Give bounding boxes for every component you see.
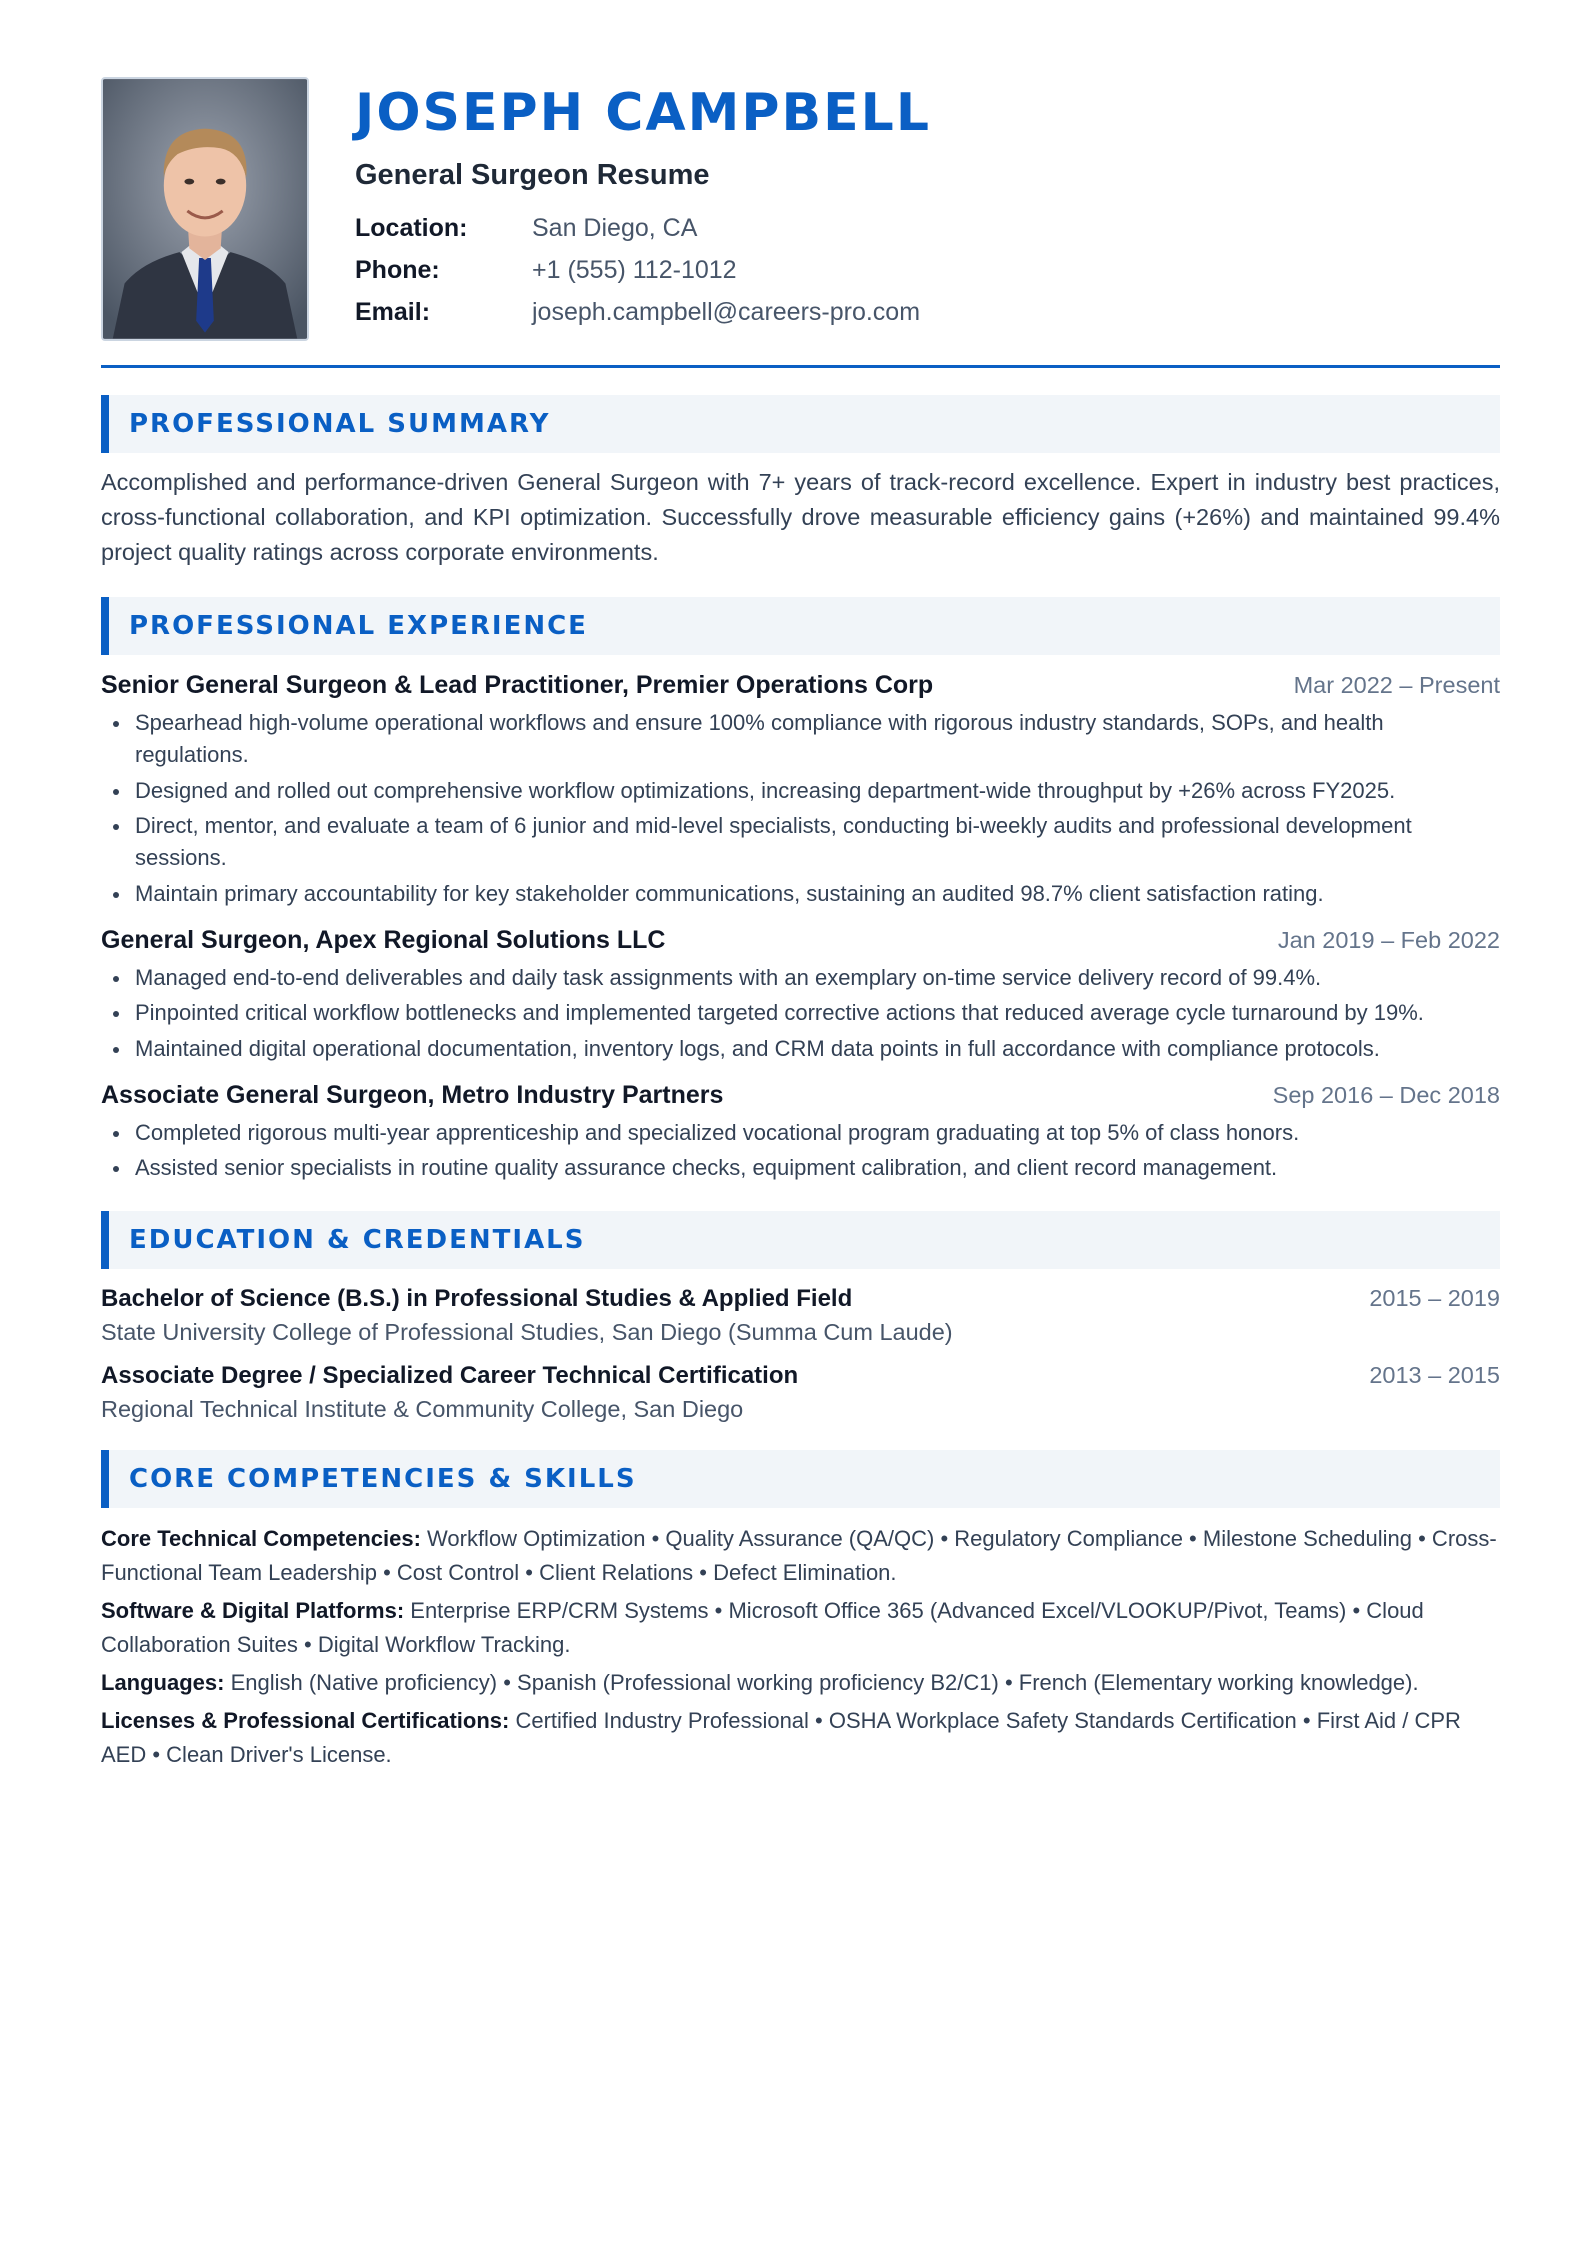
job-header	[101, 671, 1500, 700]
section-title: EDUCATION & CREDENTIALS	[129, 1225, 586, 1255]
header-info	[355, 77, 931, 333]
section-header-summary	[101, 395, 1500, 453]
education-entry	[101, 1362, 1500, 1423]
job-dates: Sep 2016 – Dec 2018	[1272, 1081, 1500, 1108]
education-degree: Associate Degree / Specialized Career Technical Certification	[101, 1362, 799, 1389]
skill-label: Software & Digital Platforms:	[101, 1598, 405, 1623]
section-header-skills	[101, 1450, 1500, 1508]
skill-text: English (Native proficiency) • Spanish (Professional working proficiency B2/C1) • French (Elementary working knowledge).	[224, 1670, 1419, 1695]
skill-label: Licenses & Professional Certifications:	[101, 1708, 510, 1733]
list-item: Completed rigorous multi-year apprenticeship and specialized vocational program graduating at top 5% of class honors.	[101, 1117, 1500, 1149]
contact-phone	[355, 249, 931, 291]
job-entry	[101, 1081, 1500, 1185]
list-item: Maintain primary accountability for key stakeholder communications, sustaining an audited 98.7% client satisfaction rating.	[101, 878, 1500, 910]
list-item: Spearhead high-volume operational workflows and ensure 100% compliance with rigorous industry standards, SOPs, and health regulations.	[101, 707, 1500, 771]
section-title: CORE COMPETENCIES & SKILLS	[129, 1464, 637, 1494]
list-item: Direct, mentor, and evaluate a team of 6 junior and mid-level specialists, conducting bi-weekly audits and professional development sessions.	[101, 810, 1500, 874]
skill-label: Languages:	[101, 1670, 225, 1695]
contact-label: Location:	[355, 213, 468, 242]
skill-text: Certified Industry Professional • OSHA Workplace Safety Standards Certification • First Aid / CPR AED • Clean Driver's License.	[101, 1708, 1461, 1767]
candidate-name: JOSEPH CAMPBELL	[355, 83, 931, 143]
section-header-education	[101, 1211, 1500, 1269]
skill-row	[101, 1522, 1500, 1590]
list-item: Managed end-to-end deliverables and daily task assignments with an exemplary on-time service delivery record of 99.4%.	[101, 962, 1500, 994]
list-item: Designed and rolled out comprehensive workflow optimizations, increasing department-wide throughput by +26% across FY2025.	[101, 775, 1500, 807]
education-years: 2015 – 2019	[1369, 1285, 1500, 1311]
profile-photo	[101, 77, 309, 341]
job-dates: Jan 2019 – Feb 2022	[1277, 926, 1500, 953]
section-title: PROFESSIONAL EXPERIENCE	[129, 611, 588, 641]
section-header-experience	[101, 597, 1500, 655]
contact-value: joseph.campbell@careers-pro.com	[532, 297, 921, 326]
education-years: 2013 – 2015	[1369, 1362, 1500, 1388]
job-header	[101, 926, 1500, 955]
resume-header	[101, 77, 1500, 341]
contact-email	[355, 291, 931, 333]
education-school: State University College of Professional Studies, San Diego (Summa Cum Laude)	[101, 1319, 953, 1345]
job-entry	[101, 671, 1500, 910]
job-title: General Surgeon, Apex Regional Solutions LLC	[101, 925, 666, 954]
education-degree: Bachelor of Science (B.S.) in Professional Studies & Applied Field	[101, 1285, 853, 1312]
job-dates: Mar 2022 – Present	[1293, 672, 1500, 698]
skill-row	[101, 1666, 1500, 1700]
resume-subtitle: General Surgeon Resume	[355, 159, 710, 191]
contact-label: Phone:	[355, 255, 440, 284]
education-entry	[101, 1285, 1500, 1346]
contact-value: San Diego, CA	[532, 213, 698, 242]
contact-block	[355, 207, 931, 333]
skill-text: Enterprise ERP/CRM Systems • Microsoft Office 365 (Advanced Excel/VLOOKUP/Pivot, Teams) • Cloud Collaboration Suites • Digital Workflow Tracking.	[101, 1598, 1424, 1657]
education-header	[101, 1285, 1500, 1313]
list-item: Assisted senior specialists in routine quality assurance checks, equipment calibration, and client record management.	[101, 1152, 1500, 1184]
job-title: Associate General Surgeon, Metro Industry Partners	[101, 1080, 724, 1109]
education-school: Regional Technical Institute & Community College, San Diego	[101, 1396, 744, 1422]
skill-row	[101, 1704, 1500, 1772]
skill-text: Workflow Optimization • Quality Assurance (QA/QC) • Regulatory Compliance • Milestone Scheduling • Cross-Functional Team Leadership • Cost Control • Client Relations • Defect Elimination.	[101, 1526, 1497, 1585]
list-item: Maintained digital operational documentation, inventory logs, and CRM data points in full accordance with compliance protocols.	[101, 1033, 1500, 1065]
skills-block	[101, 1522, 1500, 1772]
contact-value: +1 (555) 112-1012	[532, 255, 737, 284]
skill-row	[101, 1594, 1500, 1662]
job-entry	[101, 926, 1500, 1065]
skill-label: Core Technical Competencies:	[101, 1526, 421, 1551]
job-bullets	[101, 1117, 1500, 1185]
job-bullets	[101, 962, 1500, 1065]
education-header	[101, 1362, 1500, 1390]
section-title: PROFESSIONAL SUMMARY	[129, 409, 551, 439]
contact-location	[355, 207, 931, 249]
job-title: Senior General Surgeon & Lead Practitioner, Premier Operations Corp	[101, 671, 934, 699]
list-item: Pinpointed critical workflow bottlenecks and implemented targeted corrective actions that reduced average cycle turnaround by 19%.	[101, 997, 1500, 1029]
job-bullets	[101, 707, 1500, 910]
summary-text: Accomplished and performance-driven General Surgeon with 7+ years of track-record excellence. Expert in industry best practices, cross-functional collaboration, and KPI optimization. Successfully drove measurable efficiency gains (+26%) and maintained 99.4% project quality ratings across corporate environments.	[101, 469, 1500, 565]
contact-label: Email:	[355, 297, 431, 326]
job-header	[101, 1081, 1500, 1110]
header-divider	[101, 365, 1500, 368]
